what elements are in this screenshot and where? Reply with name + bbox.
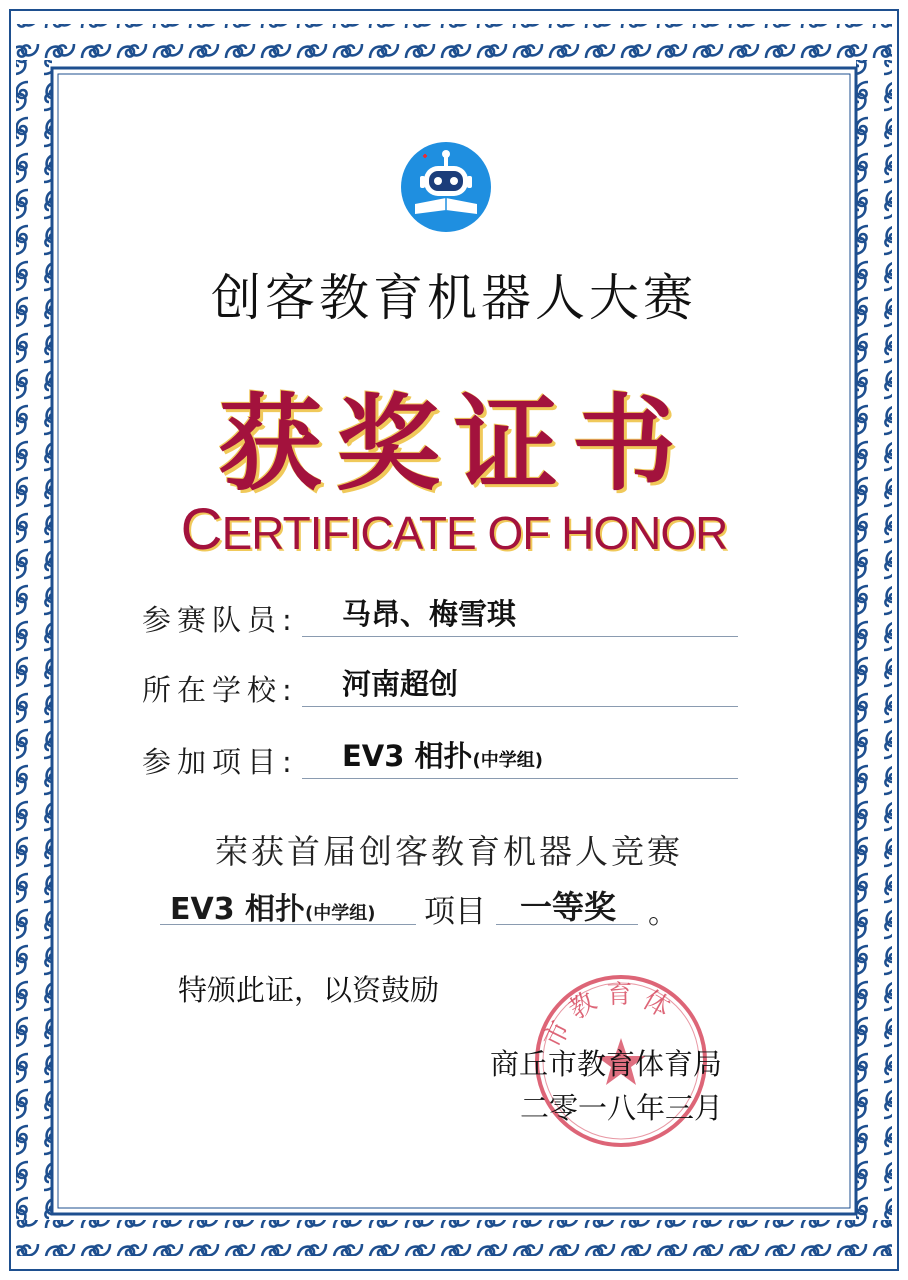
award-project-main: EV3 相扑 — [170, 892, 306, 927]
project-value-group: (中学组) — [472, 750, 543, 771]
project-value-main: EV3 相扑 — [342, 739, 473, 773]
project-underline — [302, 778, 738, 779]
school-value: 河南超创 — [342, 667, 459, 701]
issue-date: 二零一八年三月 — [520, 1091, 724, 1125]
award-statement: 荣获首届创客教育机器人竞赛 — [215, 832, 683, 871]
certificate-title: 获奖证书 — [217, 383, 690, 505]
certificate-subtitle — [0, 496, 908, 563]
issuer-name: 商丘市教育体育局 — [490, 1047, 723, 1081]
school-underline — [302, 706, 738, 707]
award-prize-underline — [496, 924, 638, 925]
members-value: 马昂、梅雪琪 — [342, 597, 517, 631]
contest-title: 创客教育机器人大赛 — [211, 269, 697, 327]
award-project — [170, 884, 375, 928]
encouragement-text: 特颁此证，以资鼓励 — [178, 973, 440, 1007]
svg-text:市 教 育 体: 市 教 育 体 — [538, 979, 676, 1053]
project-value — [342, 734, 543, 775]
school-label: 所在学校: — [142, 673, 298, 707]
members-underline — [302, 636, 738, 637]
award-project-group: (中学组) — [305, 903, 376, 924]
award-detail — [160, 884, 720, 930]
award-end-mark: 。 — [648, 896, 678, 931]
certificate-subtitle-initial: C — [180, 497, 222, 562]
project-label: 参加项目: — [142, 745, 298, 779]
award-prize: 一等奖 — [520, 888, 617, 926]
robot-reading-book-icon — [399, 140, 493, 234]
award-middle-text: 项目 — [424, 894, 486, 930]
certificate-subtitle-rest: ERTIFICATE OF HONOR — [221, 507, 728, 559]
award-project-underline — [160, 924, 416, 925]
members-label: 参赛队员: — [142, 603, 298, 637]
